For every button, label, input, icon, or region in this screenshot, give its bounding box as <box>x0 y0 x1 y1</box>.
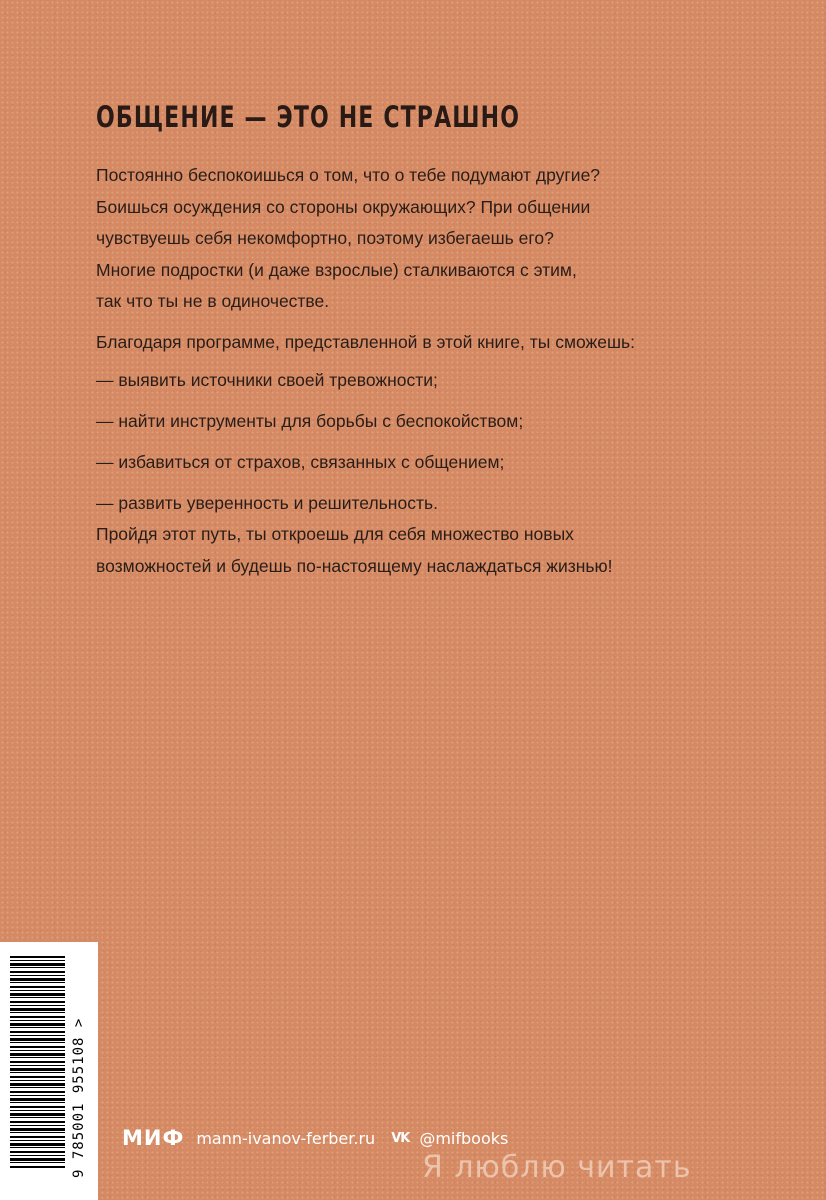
program-lead <box>96 327 736 359</box>
list-item: — найти инструменты для борьбы с беспокойством; <box>96 411 524 431</box>
vk-icon[interactable]: VK <box>391 1130 410 1146</box>
list-item: — избавиться от страхов, связанных с общением; <box>96 452 505 472</box>
publisher-footer <box>122 1124 508 1152</box>
website-link[interactable]: mann-ivanov-ferber.ru <box>196 1128 376 1148</box>
closing-line: возможностей и будешь по-настоящему наслаждаться жизнью! <box>96 555 613 576</box>
list-item: — развить уверенность и решительность. <box>96 493 438 513</box>
intro-paragraph <box>96 160 736 318</box>
intro-line: так что ты не в одиночестве. <box>96 291 330 311</box>
intro-line: чувствуешь себя некомфортно, поэтому избегаешь его? <box>96 228 554 248</box>
intro-line: Многие подростки (и даже взрослые) сталкиваются с этим, <box>96 259 577 280</box>
intro-line: Постоянно беспокоишься о том, что о тебе подумают другие? <box>96 165 601 185</box>
isbn-barcode <box>0 942 98 1200</box>
benefits-list <box>96 360 523 524</box>
barcode-digits: 9 785001 955108 > <box>71 1017 87 1178</box>
cover-title: ОБЩЕНИЕ — ЭТО НЕ СТРАШНО <box>96 100 521 134</box>
barcode-bars <box>10 956 65 1170</box>
closing-paragraph <box>96 519 736 582</box>
social-handle[interactable]: @mifbooks <box>419 1128 509 1148</box>
intro-line: Боишься осуждения со стороны окружающих? При общении <box>96 196 591 217</box>
publisher-logo: МИФ <box>122 1126 185 1150</box>
closing-line: Пройдя этот путь, ты откроешь для себя множество новых <box>96 524 574 544</box>
list-item: — выявить источники своей тревожности; <box>96 370 438 390</box>
program-lead-text: Благодаря программе, представленной в этой книге, ты сможешь: <box>96 332 635 352</box>
watermark: Я люблю читать <box>422 1150 692 1185</box>
